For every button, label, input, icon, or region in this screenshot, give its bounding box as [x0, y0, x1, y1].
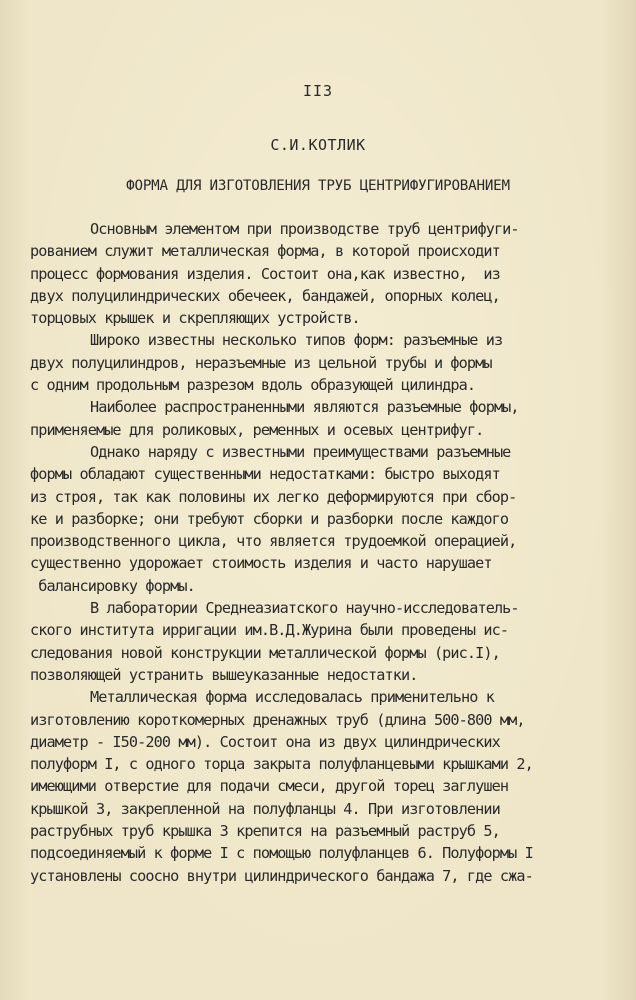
text-line: Основным элементом при производстве труб центрифуги- — [90, 220, 519, 238]
text-line: торцовых крышек и скрепляющих устройств. — [30, 309, 360, 328]
text-line: из строя, так как половины их легко деформируются при сбор- — [30, 487, 517, 506]
text-line: балансировку формы. — [30, 576, 195, 595]
text-line: крышкой 3, закрепленной на полуфланцы 4. При изготовлении — [30, 799, 500, 818]
text-line: формы обладают существенными недостатками: быстро выходят — [30, 465, 500, 484]
author-name: С.И.КОТЛИК — [270, 136, 366, 154]
text-line: подсоединяемый к форме I с помощью полуфланцев 6. Полуформы I — [30, 844, 533, 863]
text-line: ского института ирригации им.В.Д.Журина были проведены ис- — [30, 621, 509, 640]
text-line: раструбных труб крышка 3 крепится на разъемный раструб 5, — [30, 822, 500, 841]
text-line: Широко известны несколько типов форм: разъемные из — [90, 331, 503, 350]
text-line: В лаборатории Среднеазиатского научно-исследователь- — [90, 599, 519, 618]
text-line: ке и разборке; они требуют сборки и разборки после каждого — [30, 509, 509, 528]
article-title: ФОРМА ДЛЯ ИЗГОТОВЛЕНИЯ ТРУБ ЦЕНТРИФУГИРОВАНИЕМ — [126, 178, 510, 194]
text-line: Наиболее распространенными являются разъемные формы, — [90, 398, 519, 417]
text-line: Металлическая форма исследовалась применительно к — [90, 688, 494, 707]
text-line: производственного цикла, что является трудоемкой операцией, — [30, 532, 517, 551]
text-line: двух полуцилиндров, неразъемные из цельной трубы и формы — [30, 353, 492, 372]
text-line: существенно удорожает стоимость изделия и часто нарушает — [30, 554, 492, 573]
text-line: с одним продольным разрезом вдоль образующей цилиндра. — [30, 376, 476, 395]
text-line: диаметр - I50-200 мм). Состоит она из двух цилиндрических — [30, 732, 500, 751]
body-text — [30, 218, 590, 887]
text-line: имеющими отверстие для подачи смеси, другой торец заглушен — [30, 777, 509, 796]
text-line: следования новой конструкции металлической формы (рис.I), — [30, 643, 500, 662]
text-line: рованием служит металлическая форма, в которой происходит — [30, 242, 500, 261]
text-line: полуформ I, с одного торца закрыта полуфланцевыми крышками 2, — [30, 755, 533, 774]
text-line: Однако наряду с известными преимуществами разъемные — [90, 442, 511, 461]
text-line: двух полуцилиндрических обечеек, бандажей, опорных колец, — [30, 286, 500, 305]
text-line: установлены соосно внутри цилиндрического бандажа 7, где сжа- — [30, 866, 533, 885]
text-line: позволяющей устранить вышеуказанные недостатки. — [30, 665, 418, 684]
text-line: применяемые для роликовых, ременных и осевых центрифуг. — [30, 420, 484, 439]
text-line: процесс формования изделия. Состоит она,как известно, из — [30, 264, 500, 283]
text-line: изготовлению короткомерных дренажных труб (длина 500-800 мм, — [30, 710, 525, 729]
page-number: II3 — [302, 82, 334, 100]
